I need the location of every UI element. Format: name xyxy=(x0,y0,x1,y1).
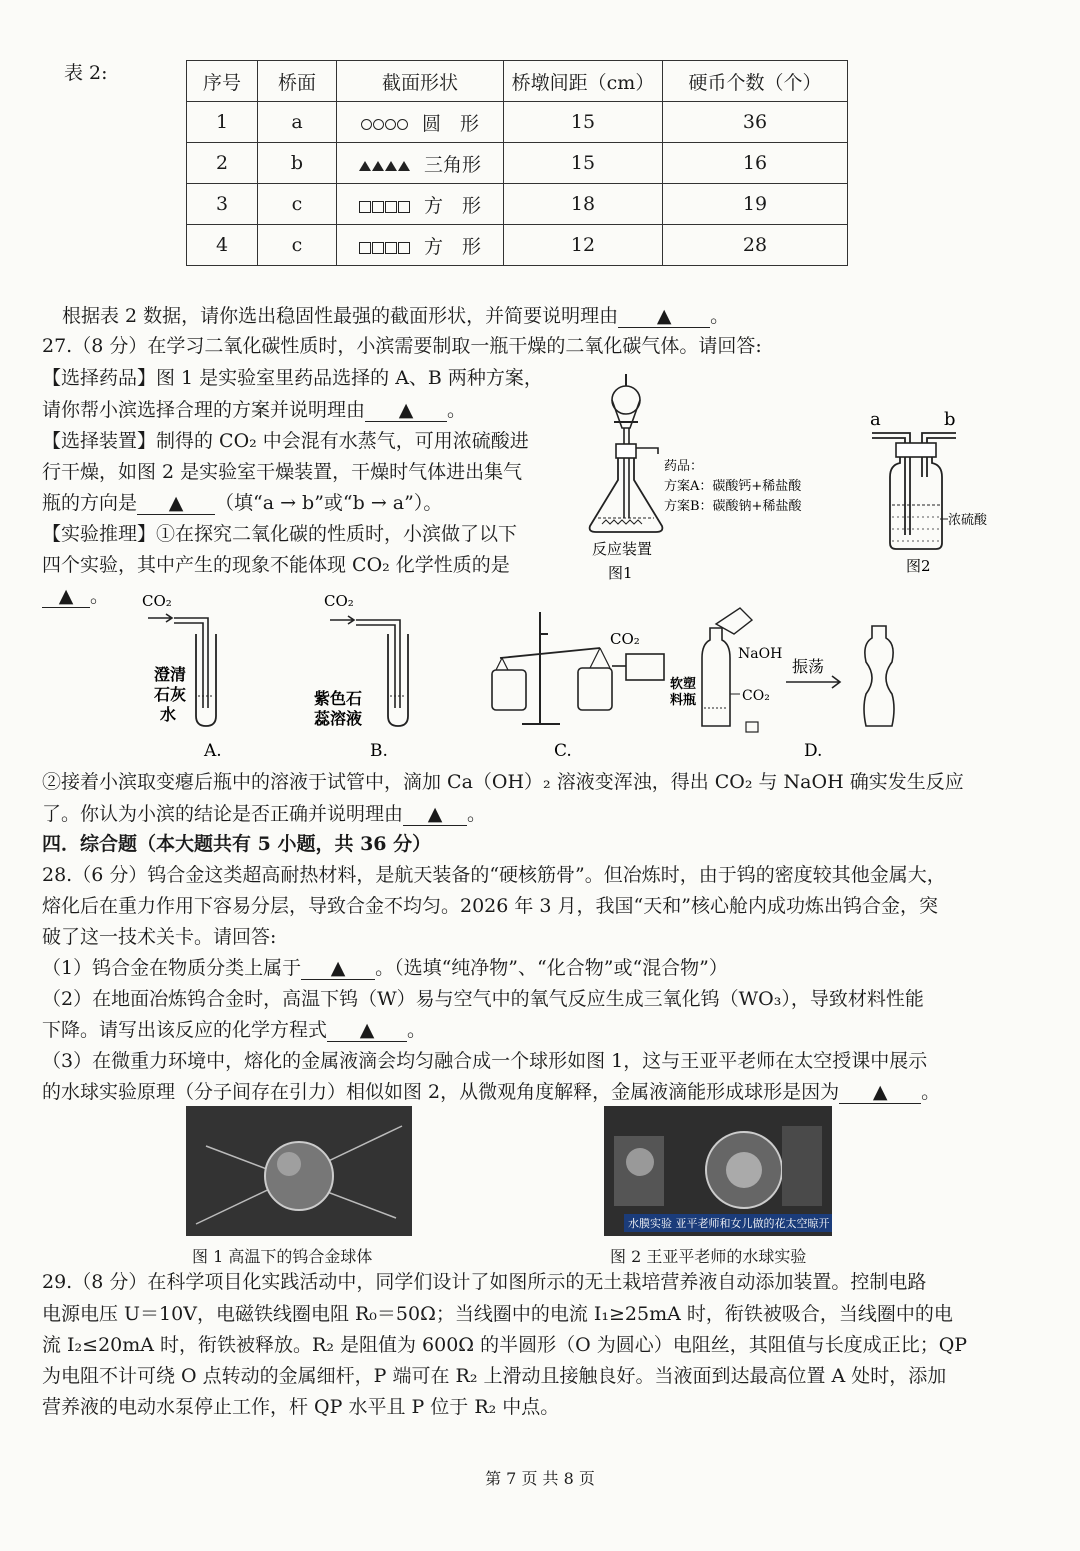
cell-deck: b xyxy=(258,143,337,184)
text: 请你帮小滨选择合理的方案并说明理由 xyxy=(42,399,366,421)
cell-shape xyxy=(337,225,504,266)
text: 瓶的方向是 xyxy=(42,492,138,514)
q29-stem-1: 29.（8 分）在科学项目化实践活动中，同学们设计了如图所示的无土栽培营养液自动添加装置。控制电路 xyxy=(42,1271,927,1293)
exp-a-caption: A. xyxy=(204,741,222,761)
cell-shape xyxy=(337,184,504,225)
q27-drug-2 xyxy=(42,396,466,424)
q26-answer-line xyxy=(62,302,729,330)
table-2 xyxy=(186,60,848,266)
q27-reason-1: 【实验推理】①在探究二氧化碳的性质时，小滨做了以下 xyxy=(42,523,518,545)
text: （填“a → b”或“b → a”）。 xyxy=(215,492,443,514)
text: 。 xyxy=(710,305,730,327)
header-cell: 桥面 xyxy=(258,61,337,102)
q28-part-3b xyxy=(42,1078,940,1106)
fig2-outlet-b: b xyxy=(944,409,956,430)
photo2-banner: 水膜实验 亚平老师和女儿做的花太空晾开 xyxy=(624,1214,832,1232)
exp-a-liquid-label: 澄清 xyxy=(154,665,187,684)
header-cell: 序号 xyxy=(187,61,258,102)
text: 的水球实验原理（分子间存在引力）相似如图 2，从微观角度解释，金属液滴能形成球形是因为 xyxy=(42,1081,840,1103)
q27-device-1: 【选择装置】制得的 CO₂ 中会混有水蒸气，可用浓硫酸进 xyxy=(42,430,529,452)
table-row xyxy=(187,143,848,184)
q28-part-2b xyxy=(42,1016,426,1044)
cell-no: 2 xyxy=(187,143,258,184)
exp-b-caption: B. xyxy=(370,741,388,761)
q27-reason-3 xyxy=(42,582,109,610)
cell-coins: 19 xyxy=(663,184,848,225)
fig1-caption: 图1 xyxy=(608,564,633,580)
exp-b-liquid-label: 紫色石 xyxy=(314,689,363,708)
text: 。 xyxy=(90,585,110,607)
q29-stem-5: 营养液的电动水泵停止工作，杆 QP 水平且 P 位于 R₂ 中点。 xyxy=(42,1396,560,1418)
fig2-inlet-a: a xyxy=(870,409,881,430)
q27-reason-2: 四个实验，其中产生的现象不能体现 CO₂ 化学性质的是 xyxy=(42,554,510,576)
answer-blank[interactable]: ▲ xyxy=(365,399,447,422)
answer-blank[interactable]: ▲ xyxy=(839,1081,921,1104)
q29-stem-3: 流 I₂≤20mA 时，衔铁被释放。R₂ 是阻值为 600Ω 的半圆形（O 为圆心）电阻丝，其阻值与长度成正比；QP xyxy=(42,1334,968,1356)
q29-stem-4: 为电阻不计可绕 O 点转动的金属细杆，P 端可在 R₂ 上滑动且接触良好。当液面到达最高位置 A 处时，添加 xyxy=(42,1365,947,1387)
exp-c-caption: C. xyxy=(554,741,572,761)
water-ball-photo xyxy=(604,1106,832,1236)
table-label: 表 2: xyxy=(64,62,108,84)
cell-coins: 28 xyxy=(663,225,848,266)
circles-icon xyxy=(361,119,408,130)
section-4-heading: 四．综合题（本大题共有 5 小题，共 36 分） xyxy=(42,833,432,855)
q27-device-2: 行干燥，如图 2 是实验室干燥装置，干燥时气体进出集气 xyxy=(42,461,523,483)
exp-b-liquid-label: 蕊溶液 xyxy=(314,709,363,728)
cell-span: 15 xyxy=(504,102,663,143)
text: 了。你认为小滨的结论是否正确并说明理由 xyxy=(42,803,404,825)
header-cell: 截面形状 xyxy=(337,61,504,102)
text: 。 xyxy=(921,1081,941,1103)
exp-a-co2-label: CO₂ xyxy=(142,592,172,610)
cell-span: 18 xyxy=(504,184,663,225)
text: 。 xyxy=(447,399,467,421)
fig2-caption: 图2 xyxy=(906,557,931,575)
q27-device-3 xyxy=(42,489,442,517)
cell-shape xyxy=(337,102,504,143)
q27-conclusion-1: ②接着小滨取变瘪后瓶中的溶液于试管中，滴加 Ca（OH）₂ 溶液变浑浊，得出 CO₂ 与 NaOH 确实发生反应 xyxy=(42,771,964,793)
fig1-plan-b: 方案B：碳酸钠+稀盐酸 xyxy=(664,499,802,514)
cell-deck: a xyxy=(258,102,337,143)
q28-stem-3: 破了这一技术关卡。请回答: xyxy=(42,926,277,948)
fig1-plan-a: 方案A：碳酸钙+稀盐酸 xyxy=(664,479,802,494)
co2-experiments-figure xyxy=(130,588,920,764)
exp-d-naoh-label: NaOH xyxy=(738,646,783,662)
q28-stem-1: 28.（6 分）钨合金这类超高耐热材料，是航天装备的“硬核筋骨”。但冶炼时，由于钨的密度较其他金属大， xyxy=(42,864,946,886)
q28-part-3a: （3）在微重力环境中，熔化的金属液滴会均匀融合成一个球形如图 1，这与王亚平老师在太空授课中展示 xyxy=(42,1050,928,1072)
table-row xyxy=(187,102,848,143)
answer-blank[interactable]: ▲ xyxy=(327,1019,407,1042)
shape-label: 三角形 xyxy=(423,153,481,176)
squares-icon xyxy=(359,201,410,213)
answer-blank[interactable]: ▲ xyxy=(403,803,467,826)
text: 下降。请写出该反应的化学方程式 xyxy=(42,1019,328,1041)
cell-coins: 16 xyxy=(663,143,848,184)
fig1-label: 反应装置 xyxy=(592,540,653,558)
squares-icon xyxy=(359,242,410,254)
cell-shape xyxy=(337,143,504,184)
answer-blank[interactable]: ▲ xyxy=(137,492,215,515)
q27-drug-1: 【选择药品】图 1 是实验室里药品选择的 A、B 两种方案， xyxy=(42,367,543,389)
exp-d-caption: D. xyxy=(804,741,823,761)
cell-deck: c xyxy=(258,184,337,225)
q27-conclusion-2 xyxy=(42,800,486,828)
q29-stem-2: 电源电压 U＝10V，电磁铁线圈电阻 R₀＝50Ω；当线圈中的电流 I₁≥25mA 时，衔铁被吸合，当线圈中的电 xyxy=(42,1303,953,1325)
fig2-acid-label: 浓硫酸 xyxy=(948,513,988,528)
q27-stem: 27.（8 分）在学习二氧化碳性质时，小滨需要制取一瓶干燥的二氧化碳气体。请回答: xyxy=(42,335,762,357)
table-header-row xyxy=(187,61,848,102)
answer-blank[interactable]: ▲ xyxy=(618,305,710,328)
shape-label: 方 形 xyxy=(423,235,481,258)
cell-coins: 36 xyxy=(663,102,848,143)
table-row xyxy=(187,184,848,225)
answer-blank[interactable]: ▲ xyxy=(42,585,90,608)
photo2-caption: 图 2 王亚平老师的水球实验 xyxy=(610,1247,807,1266)
triangles-icon xyxy=(359,161,410,171)
q28-stem-2: 熔化后在重力作用下容易分层，导致合金不均匀。2026 年 3 月，我国“天和”核心舱内成功炼出钨合金，突 xyxy=(42,895,938,917)
cell-no: 1 xyxy=(187,102,258,143)
header-cell: 桥墩间距（cm） xyxy=(504,61,663,102)
shape-label: 圆 形 xyxy=(421,112,479,135)
shape-label: 方 形 xyxy=(423,194,481,217)
text: （1）钨合金在物质分类上属于 xyxy=(42,957,302,979)
fig2-drying-bottle xyxy=(860,405,1010,577)
fig1-drugs-title: 药品： xyxy=(664,459,704,474)
exp-d-co2-label: CO₂ xyxy=(742,688,770,704)
exp-a-liquid-label: 水 xyxy=(160,705,177,724)
photo1-caption: 图 1 高温下的钨合金球体 xyxy=(192,1247,373,1266)
table-row xyxy=(187,225,848,266)
q28-part-1 xyxy=(42,954,728,982)
exp-d-shake-label: 振荡 xyxy=(792,657,825,676)
cell-span: 15 xyxy=(504,143,663,184)
cell-no: 3 xyxy=(187,184,258,225)
cell-no: 4 xyxy=(187,225,258,266)
q28-part-2a: （2）在地面冶炼钨合金时，高温下钨（W）易与空气中的氧气反应生成三氧化钨（WO₃），导致材料性能 xyxy=(42,988,924,1010)
exp-c-co2-label: CO₂ xyxy=(610,630,640,648)
tungsten-sphere-photo xyxy=(186,1106,412,1236)
text: 根据表 2 数据，请你选出稳固性最强的截面形状，并简要说明理由 xyxy=(62,305,619,327)
exp-b-co2-label: CO₂ xyxy=(324,592,354,610)
exp-a-liquid-label: 石灰 xyxy=(154,685,187,704)
text: 。 xyxy=(467,803,487,825)
text: 。（选填“纯净物”、“化合物”或“混合物”） xyxy=(375,957,728,979)
answer-blank[interactable]: ▲ xyxy=(301,957,375,980)
page-footer: 第 7 页 共 8 页 xyxy=(485,1469,595,1488)
cell-deck: c xyxy=(258,225,337,266)
fig1-apparatus xyxy=(580,368,850,580)
text: 。 xyxy=(407,1019,427,1041)
exp-d-bottle-label: 料瓶 xyxy=(670,693,697,708)
cell-span: 12 xyxy=(504,225,663,266)
header-cell: 硬币个数（个） xyxy=(663,61,848,102)
exp-d-bottle-label: 软塑 xyxy=(670,677,697,692)
sphere-image xyxy=(186,1106,412,1236)
